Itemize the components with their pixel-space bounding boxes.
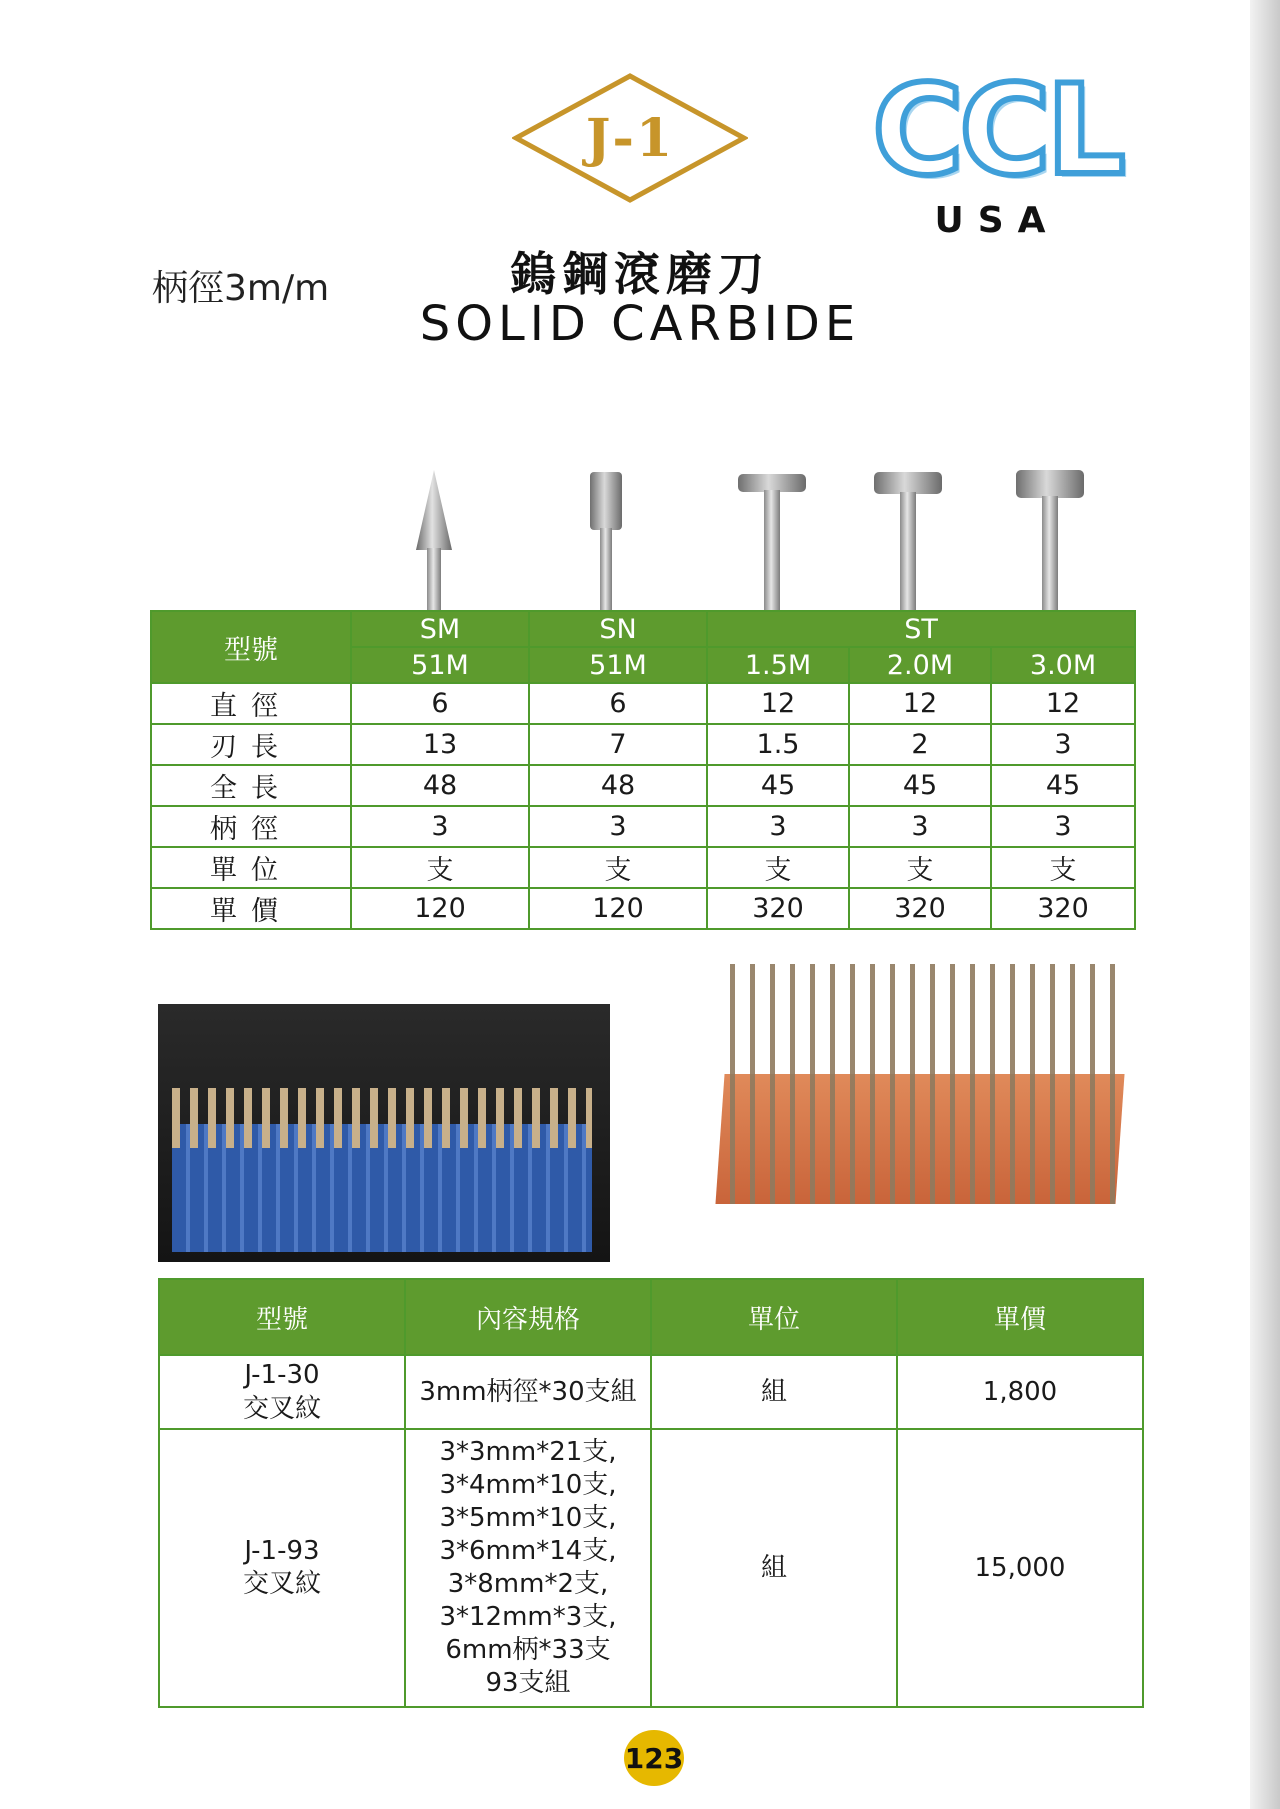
product-spec-line: 6mm柄*33支	[445, 1635, 611, 1665]
spec-cell: 1.5	[707, 724, 849, 765]
spec-cell: 支	[351, 847, 529, 888]
product-model-pattern: 交叉紋	[242, 1394, 321, 1424]
spec-cell: 3	[351, 806, 529, 847]
brand-logo	[872, 59, 1122, 246]
page-number: 123	[624, 1730, 684, 1786]
spec-row-label: 刃長	[151, 724, 351, 765]
spec-row-unit	[151, 847, 1135, 888]
product-unit-cell: 組	[651, 1355, 897, 1429]
series-badge	[512, 72, 748, 204]
spec-cell: 3	[849, 806, 991, 847]
brand-logo-subtitle: USA	[934, 200, 1060, 241]
series-badge-label: J-1	[585, 107, 675, 169]
spec-cell: 320	[991, 888, 1135, 929]
spec-row-label: 單位	[151, 847, 351, 888]
brand-logo-mark: CCL	[872, 59, 1122, 203]
product-header-model: 型號	[159, 1279, 405, 1355]
product-photo-93-set	[710, 954, 1130, 1252]
burr-tips	[172, 1088, 592, 1148]
spec-header-model: 型號	[151, 611, 351, 683]
spec-cell: 3	[707, 806, 849, 847]
product-price-cell: 15,000	[897, 1429, 1143, 1707]
spec-header-size: 1.5M	[707, 647, 849, 683]
product-model-cell	[159, 1355, 405, 1429]
spec-row-shank-diameter	[151, 806, 1135, 847]
spec-cell: 120	[351, 888, 529, 929]
product-row	[159, 1429, 1143, 1707]
spec-cell: 45	[707, 765, 849, 806]
cone-burr-icon	[414, 470, 454, 610]
product-spec-cell	[405, 1355, 651, 1429]
spec-cell: 12	[849, 683, 991, 724]
spec-row-label: 全長	[151, 765, 351, 806]
spec-row-unit-price	[151, 888, 1135, 929]
tool-illustrations	[0, 460, 1280, 610]
spec-cell: 320	[849, 888, 991, 929]
spec-header-size: 2.0M	[849, 647, 991, 683]
product-spec-cell	[405, 1429, 651, 1707]
shank-diameter-note: 柄徑3m/m	[152, 268, 330, 309]
product-model-pattern: 交叉紋	[242, 1569, 321, 1599]
spec-header-group: SN	[529, 611, 707, 647]
product-spec-line: 3*5mm*10支,	[439, 1503, 617, 1533]
spec-cell: 48	[351, 765, 529, 806]
product-spec-line: 3*3mm*21支,	[439, 1437, 617, 1467]
spec-header-group: ST	[707, 611, 1135, 647]
spec-cell: 45	[849, 765, 991, 806]
product-unit-cell: 組	[651, 1429, 897, 1707]
t-slot-cutter-icon	[874, 472, 944, 610]
product-model-code: J-1-93	[244, 1536, 320, 1566]
spec-row-diameter	[151, 683, 1135, 724]
product-model-cell	[159, 1429, 405, 1707]
cylinder-burr-icon	[588, 472, 628, 610]
product-spec-line: 3*4mm*10支,	[439, 1470, 617, 1500]
page-edge	[1250, 0, 1280, 1809]
t-slot-cutter-icon	[1016, 470, 1086, 610]
spec-cell: 3	[529, 806, 707, 847]
product-spec-line: 3*6mm*14支,	[439, 1536, 617, 1566]
burr-rows	[730, 964, 1120, 1204]
spec-row-label: 直徑	[151, 683, 351, 724]
product-spec-line: 93支組	[485, 1668, 571, 1698]
product-spec-line: 3*12mm*3支,	[439, 1602, 617, 1632]
spec-cell: 支	[529, 847, 707, 888]
product-price-cell: 1,800	[897, 1355, 1143, 1429]
product-header-price: 單價	[897, 1279, 1143, 1355]
spec-cell: 6	[529, 683, 707, 724]
spec-cell: 13	[351, 724, 529, 765]
spec-row-label: 柄徑	[151, 806, 351, 847]
spec-row-blade-length	[151, 724, 1135, 765]
page-title-chinese: 鎢鋼滾磨刀	[510, 247, 770, 301]
spec-cell: 120	[529, 888, 707, 929]
product-photo-30-set	[158, 1004, 610, 1262]
spec-cell: 支	[991, 847, 1135, 888]
spec-header-size: 3.0M	[991, 647, 1135, 683]
spec-cell: 6	[351, 683, 529, 724]
spec-cell: 3	[991, 806, 1135, 847]
spec-cell: 支	[707, 847, 849, 888]
spec-row-label: 單價	[151, 888, 351, 929]
product-model-code: J-1-30	[244, 1360, 320, 1390]
spec-table	[150, 610, 1136, 930]
spec-header-size: 51M	[529, 647, 707, 683]
spec-cell: 48	[529, 765, 707, 806]
product-header-spec: 內容規格	[405, 1279, 651, 1355]
spec-cell: 7	[529, 724, 707, 765]
spec-cell: 2	[849, 724, 991, 765]
page-title-english: SOLID CARBIDE	[419, 296, 861, 352]
product-row	[159, 1355, 1143, 1429]
product-spec-line: 3*8mm*2支,	[447, 1569, 609, 1599]
spec-row-overall-length	[151, 765, 1135, 806]
spec-cell: 12	[707, 683, 849, 724]
product-table	[158, 1278, 1144, 1708]
spec-cell: 支	[849, 847, 991, 888]
spec-header-size: 51M	[351, 647, 529, 683]
spec-cell: 320	[707, 888, 849, 929]
spec-cell: 12	[991, 683, 1135, 724]
spec-header-group: SM	[351, 611, 529, 647]
spec-cell: 45	[991, 765, 1135, 806]
spec-cell: 3	[991, 724, 1135, 765]
t-slot-cutter-icon	[738, 474, 808, 610]
product-header-unit: 單位	[651, 1279, 897, 1355]
product-spec-line: 3mm柄徑*30支組	[419, 1377, 637, 1407]
